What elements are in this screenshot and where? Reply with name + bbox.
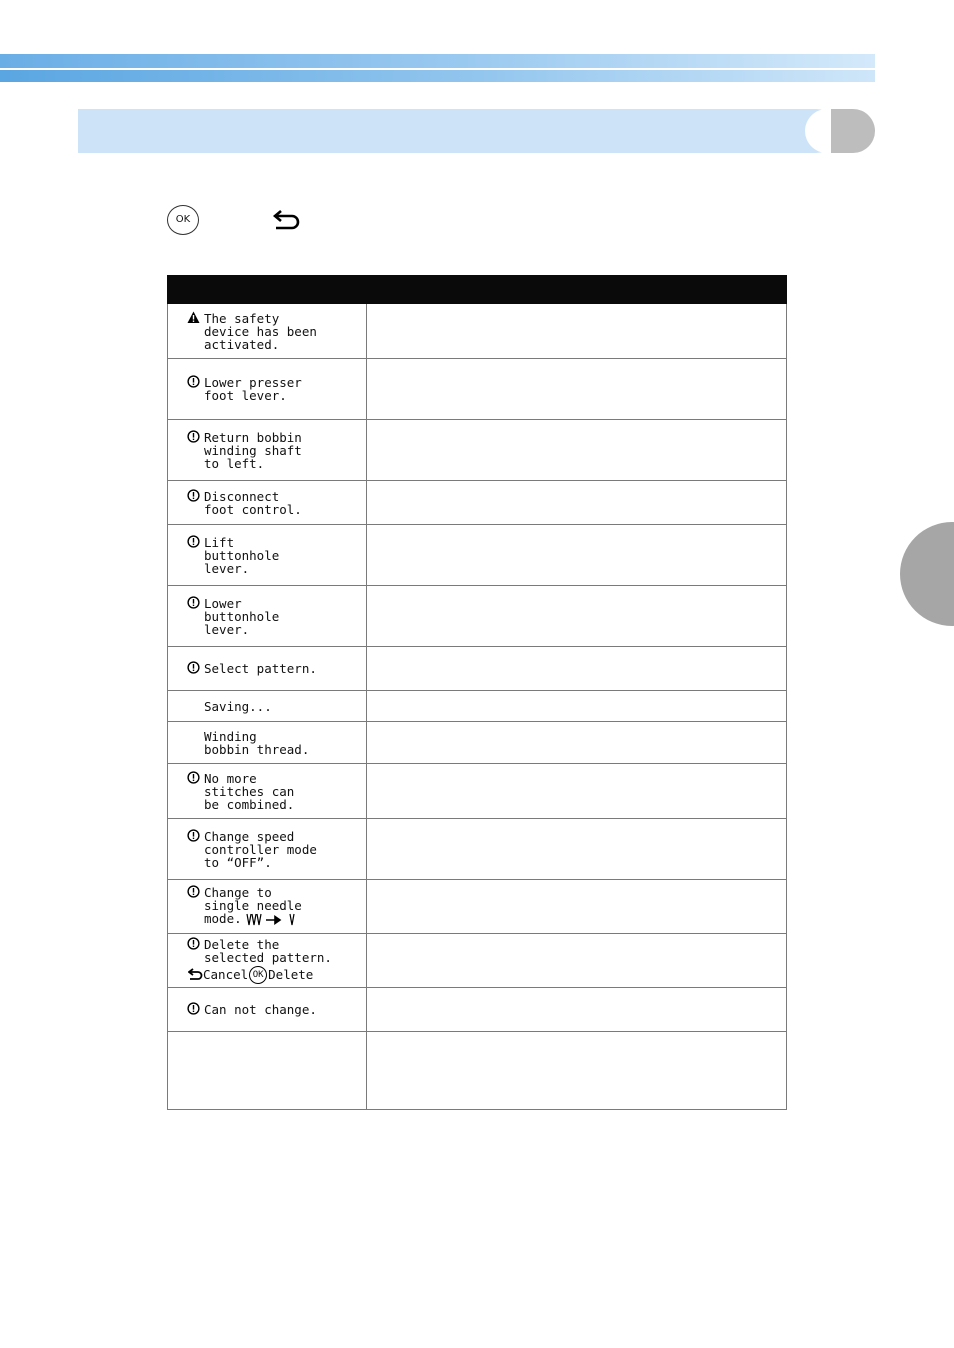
table-row (168, 586, 787, 647)
cause-solution-cell (367, 359, 787, 420)
lcd-message-text: Winding bobbin thread. (204, 728, 310, 757)
cause-solution-cell (367, 481, 787, 525)
cause-solution-cell (367, 1032, 787, 1110)
lcd-message-text: Lift buttonhole lever. (204, 534, 280, 576)
exclamation-circle-icon (187, 375, 200, 388)
cancel-label: Cancel (203, 967, 249, 982)
lcd-message-text: Change to single needle mode. (204, 885, 302, 927)
twin-to-single-needle-icon (246, 913, 300, 927)
cancel-arrow-icon (188, 968, 203, 981)
table-header-row (168, 276, 787, 304)
table-row (168, 880, 787, 934)
cause-solution-cell (367, 525, 787, 586)
exclamation-circle-icon (187, 937, 200, 950)
lcd-message-cell (168, 420, 367, 481)
lcd-message-cell (168, 988, 367, 1032)
lcd-message (204, 536, 366, 575)
lcd-message-cell (168, 586, 367, 647)
header-cell-cause (367, 276, 787, 304)
cause-solution-cell (367, 304, 787, 359)
lcd-message-text: Lower buttonhole lever. (204, 595, 280, 637)
lcd-message-text: Disconnect foot control. (204, 488, 302, 517)
lcd-message-cell (168, 819, 367, 880)
lcd-message (204, 730, 366, 756)
table-row (168, 304, 787, 359)
exclamation-circle-icon (187, 1002, 200, 1015)
warning-triangle-icon (187, 311, 200, 324)
cause-solution-cell (367, 880, 787, 934)
lcd-message-text: Return bobbin winding shaft to left. (204, 429, 302, 471)
back-arrow-icon (272, 208, 302, 232)
cause-solution-cell (367, 647, 787, 691)
table-row (168, 722, 787, 764)
lcd-message-cell (168, 647, 367, 691)
lcd-message-text: Change speed controller mode to “OFF”. (204, 828, 317, 870)
exclamation-circle-icon (187, 829, 200, 842)
table-row (168, 525, 787, 586)
delete-confirm-line (188, 966, 366, 984)
lcd-message (204, 376, 366, 402)
ok-button-icon: OK (167, 205, 199, 235)
lcd-message-cell (168, 304, 367, 359)
lcd-message (204, 431, 366, 470)
lcd-message-cell (168, 934, 367, 988)
ok-circle-icon: OK (249, 966, 267, 984)
table-row (168, 420, 787, 481)
lcd-message (204, 886, 366, 927)
lcd-message-text: Saving... (204, 698, 272, 714)
table-row (168, 819, 787, 880)
lcd-message (204, 700, 366, 713)
lcd-message-text: No more stitches can be combined. (204, 770, 295, 812)
lcd-message (204, 490, 366, 516)
lcd-message-text: Can not change. (204, 1002, 317, 1017)
lcd-message (204, 1003, 366, 1016)
lcd-message-text: Lower presser foot lever. (204, 375, 302, 403)
lcd-message-cell (168, 359, 367, 420)
header-band-bottom (0, 70, 875, 82)
cause-solution-cell (367, 764, 787, 819)
lcd-message-cell (168, 764, 367, 819)
table-row (168, 934, 787, 988)
lcd-message-text: Select pattern. (204, 661, 317, 676)
table-row (168, 764, 787, 819)
header-band-top (0, 54, 875, 68)
lcd-message (204, 312, 366, 351)
cause-solution-cell (367, 988, 787, 1032)
table-row (168, 1032, 787, 1110)
lcd-message-cell (168, 691, 367, 722)
exclamation-circle-icon (187, 661, 200, 674)
error-message-table (167, 275, 787, 1110)
cause-solution-cell (367, 934, 787, 988)
cause-solution-cell (367, 586, 787, 647)
cause-solution-cell (367, 691, 787, 722)
lcd-message (204, 662, 366, 675)
exclamation-circle-icon (187, 885, 200, 898)
cause-solution-cell (367, 722, 787, 764)
delete-label: Delete (268, 967, 314, 982)
lcd-message-text: Delete the selected pattern. (204, 936, 332, 965)
table-row (168, 647, 787, 691)
lcd-message-cell (168, 1032, 367, 1110)
table-row (168, 691, 787, 722)
lcd-message-text: The safety device has been activated. (204, 310, 317, 352)
lcd-message (204, 772, 366, 811)
exclamation-circle-icon (187, 489, 200, 502)
chapter-side-tab (900, 522, 954, 626)
table-row (168, 481, 787, 525)
section-title-bar (78, 109, 838, 153)
table-row (168, 359, 787, 420)
header-cell-message (168, 276, 367, 304)
lcd-message-cell (168, 722, 367, 764)
lcd-message (204, 830, 366, 869)
lcd-message (204, 938, 366, 984)
lcd-message-cell (168, 880, 367, 934)
exclamation-circle-icon (187, 596, 200, 609)
exclamation-circle-icon (187, 771, 200, 784)
exclamation-circle-icon (187, 430, 200, 443)
lcd-message-cell (168, 481, 367, 525)
cause-solution-cell (367, 420, 787, 481)
table-row (168, 988, 787, 1032)
lcd-message-cell (168, 525, 367, 586)
lcd-message (204, 597, 366, 636)
exclamation-circle-icon (187, 535, 200, 548)
title-bar-cap-grey (831, 109, 875, 153)
cause-solution-cell (367, 819, 787, 880)
